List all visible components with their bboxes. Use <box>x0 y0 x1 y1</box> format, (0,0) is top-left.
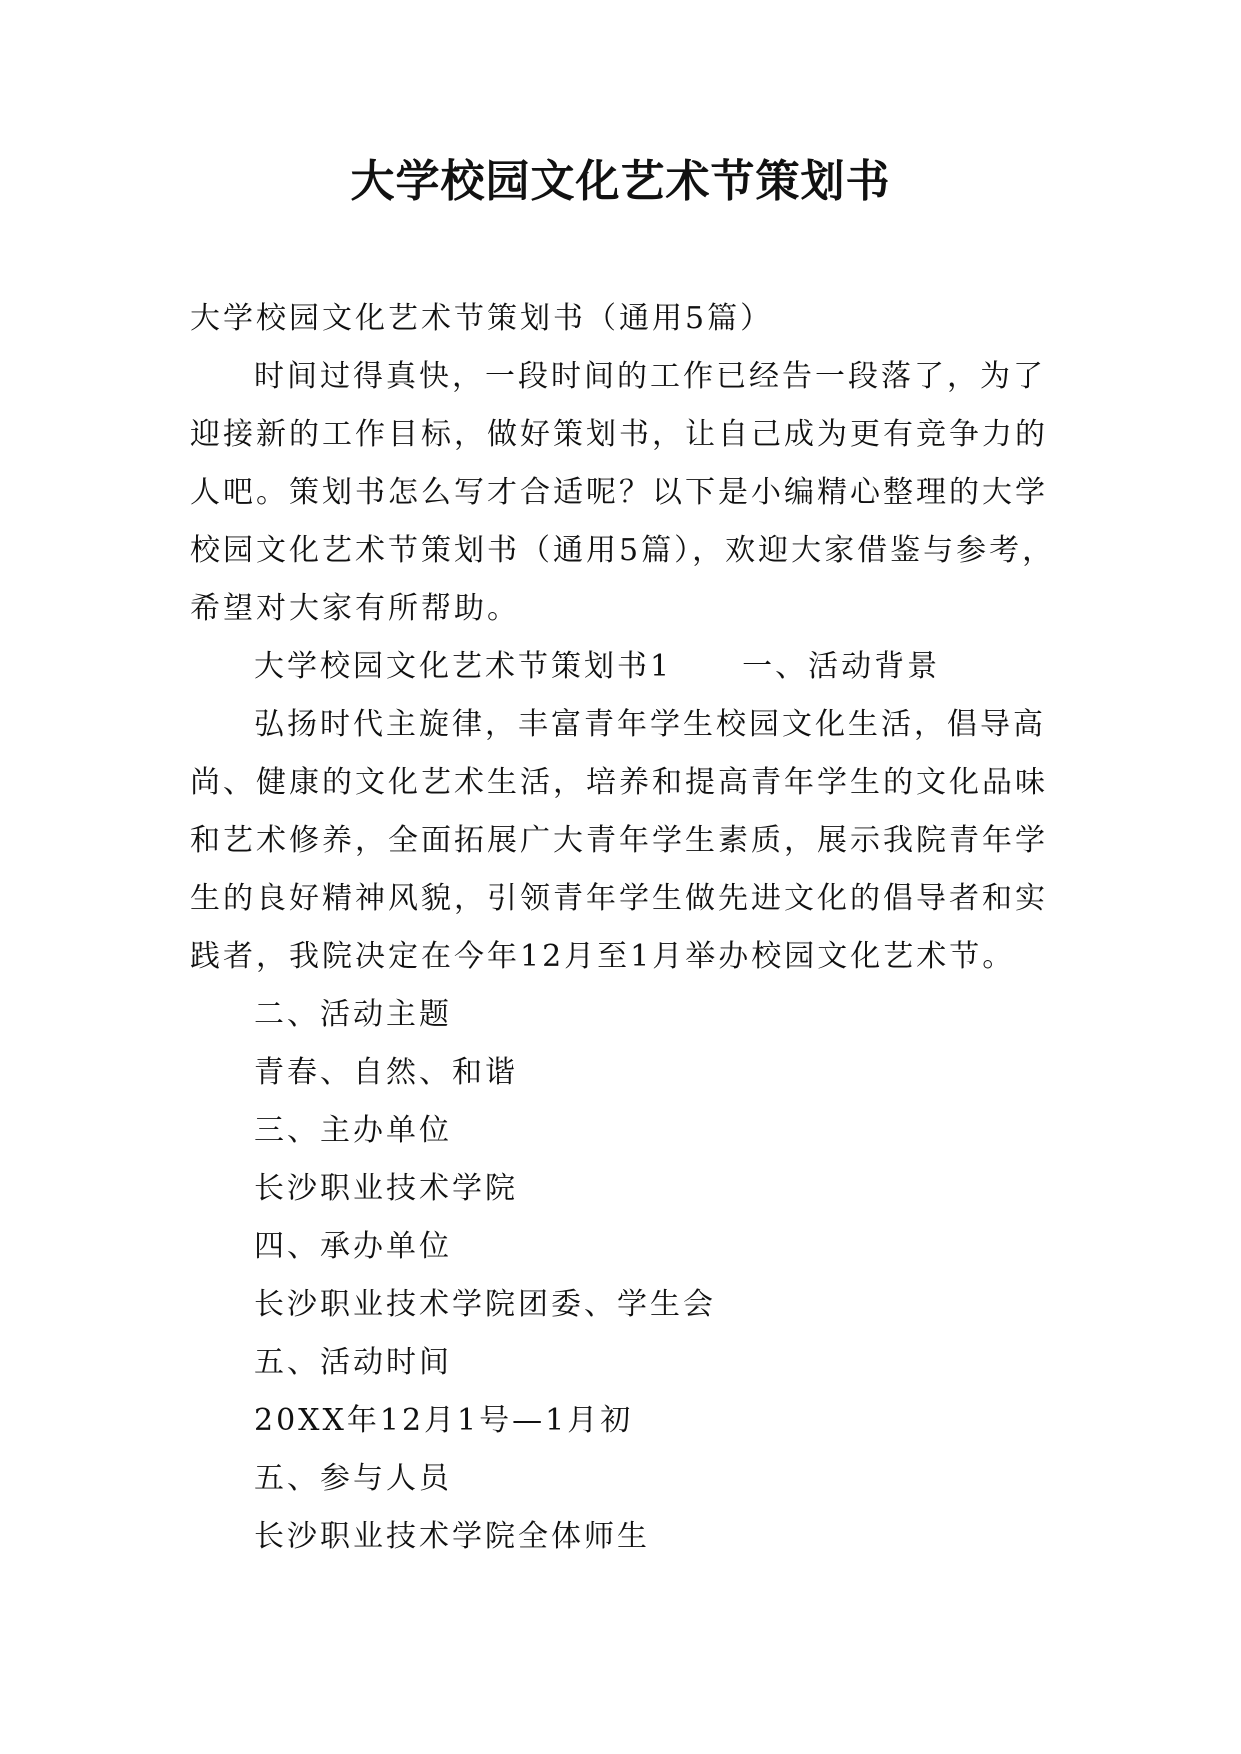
heading-participants: 五、参与人员 <box>254 1461 452 1496</box>
document-title: 大学校园文化艺术节策划书 <box>350 156 891 207</box>
undertaker-text: 长沙职业技术学院团委、学生会 <box>254 1287 716 1322</box>
background-paragraph: 弘扬时代主旋律，丰富青年学生校园文化生活，倡导高尚、健康的文化艺术生活，培养和提高青年学生的文化品味和艺术修养，全面拓展广大青年学生素质，展示我院青年学生的良好精神风貌，引领青年学生做先进文化的倡导者和实践者，我院决定在今年12月至1月举办校园文化艺术节。 <box>190 707 1048 974</box>
heading-theme: 二、活动主题 <box>254 997 452 1032</box>
heading-undertaker: 四、承办单位 <box>254 1229 452 1264</box>
organizer-text: 长沙职业技术学院 <box>254 1171 518 1206</box>
heading-time: 五、活动时间 <box>254 1345 452 1380</box>
participants-text: 长沙职业技术学院全体师生 <box>254 1519 650 1554</box>
heading-organizer: 三、主办单位 <box>254 1113 452 1148</box>
intro-paragraph: 时间过得真快，一段时间的工作已经告一段落了，为了迎接新的工作目标，做好策划书，让自己成为更有竞争力的人吧。策划书怎么写才合适呢？以下是小编精心整理的大学校园文化艺术节策划书（通用5篇），欢迎大家借鉴与参考，希望对大家有所帮助。 <box>190 359 1056 626</box>
section-1-label: 大学校园文化艺术节策划书1 <box>254 649 673 684</box>
heading-background: 一、活动背景 <box>742 649 941 684</box>
theme-text: 青春、自然、和谐 <box>254 1055 518 1090</box>
document-body <box>190 290 1062 1566</box>
section-1-line <box>190 638 1062 696</box>
time-text: 20XX年12月1号—1月初 <box>254 1403 634 1438</box>
document-subtitle: 大学校园文化艺术节策划书（通用5篇） <box>190 301 774 336</box>
